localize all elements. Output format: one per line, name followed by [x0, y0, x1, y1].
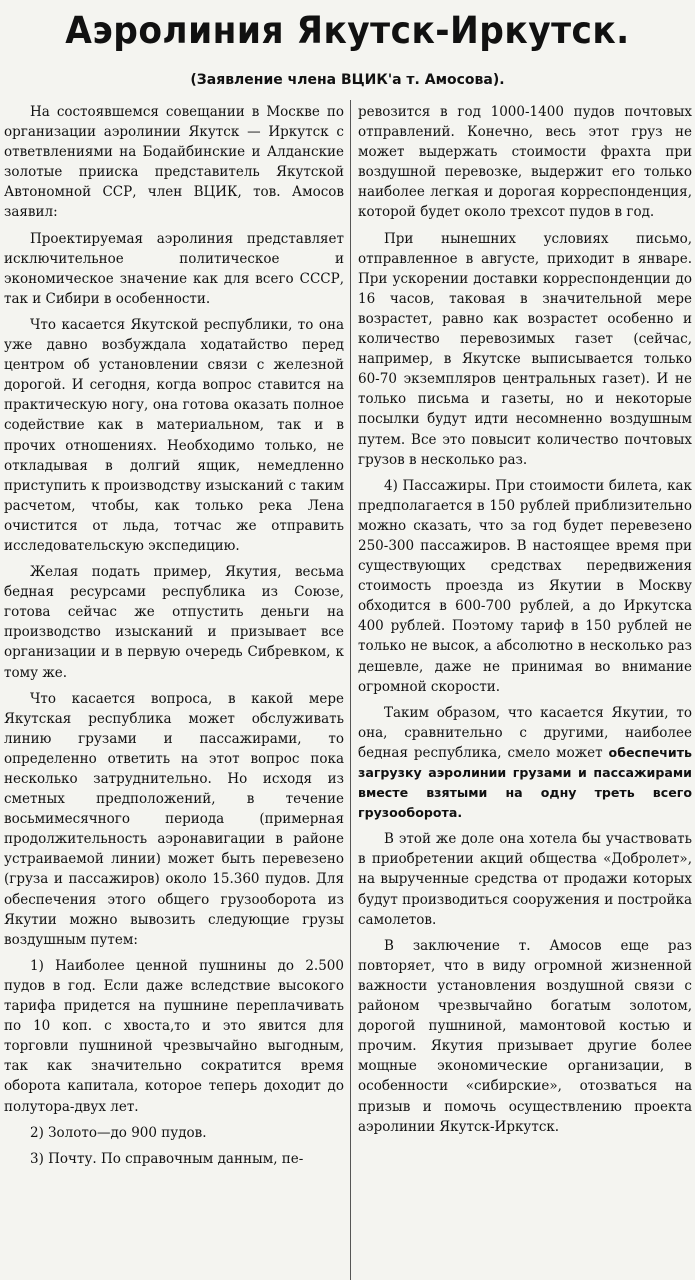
paragraph: 1) Наиболее ценной пушнины до 2.500 пудов в год. Если даже вследствие высокого тарифа придется на пушнине переплачивать по 10 коп. с хвоста,то и это явится для торговли пушниной чрезвычайно выгодным, так как значительно сократится время оборота капитала, которое теперь доходит до полутора-двух лет.: [4, 957, 344, 1115]
paragraph: Что касается вопроса, в какой мере Якутская республика может обслуживать линию грузами и пассажирами, то определенно ответить на этот вопрос пока несколько затруднительно. Но исходя из сметных предположений, в течение восьмимесячного периода (примерная продолжительность аэронавигации в районе устраиваемой линии) может быть перевезено (груза и пассажиров) около 15.360 пудов. Для обеспечения этого общего грузооборота из Якутии можно вывозить следующие грузы воздушным путем:: [4, 690, 344, 948]
paragraph: В заключение т. Амосов еще раз повторяет, что в виду огромной жизненной важности установления воздушной связи с районом чрезвычайно богатым золотом, дорогой пушниной, мамонтовой костью и прочим. Якутия призывает другие более мощные экономические организации, в особенности «сибирские», отозваться на призыв и помочь осуществлению проекта аэролинии Якутск-Иркутск.: [358, 937, 692, 1135]
paragraph: Что касается Якутской республики, то она уже давно возбуждала ходатайство перед центром об установлении связи с железной дорогой. И сегодня, когда вопрос ставится на практическую ногу, она готова оказать полное содействие как в материальном, так и в прочих отношениях. Необходимо только, не откладывая в долгий ящик, немедленно приступить к производству изысканий с таким расчетом, чтобы, как только река Лена очистится от льда, тотчас же отправить исследовательскую экспедицию.: [4, 316, 344, 554]
paragraph: 2) Золото—до 900 пудов.: [30, 1124, 207, 1141]
paragraph-text: Таким образом, что касается Якутии, то она, сравнительно с другими, наиболее бедная республика, смело может: [358, 704, 692, 761]
paragraph: Желая подать пример, Якутия, весьма бедная ресурсами республика из Союзе, готова сейчас же отпустить деньги на производство изысканий и призывает все организации и в первую очередь Сибревком, к тому же.: [4, 564, 344, 681]
right-column: [358, 102, 692, 1280]
column-divider: [350, 100, 351, 1280]
bold-statement: обеспечить загрузку аэролинии грузами и пассажирами вместе взятыми на одну треть всего грузооборота.: [358, 744, 692, 821]
paragraph: ревозится в год 1000-1400 пудов почтовых отправлений. Конечно, весь этот груз не может выдержать стоимости фрахта при воздушной перевозке, выдержит его только наиболее легкая и дорогая корреспонденция, которой будет около трехсот пудов в год.: [358, 104, 692, 221]
paragraph: В этой же доле она хотела бы участвовать в приобретении акций общества «Добролет», на вырученные средства от продажи которых будут производиться сооружения и постройка самолетов.: [358, 831, 692, 928]
left-column: [4, 102, 344, 1280]
subtitle: (Заявление члена ВЦИК'а т. Амосова).: [190, 72, 505, 88]
paragraph: 4) Пассажиры. При стоимости билета, как предполагается в 150 рублей приблизительно можно сказать, что за год будет перевезено 250-300 пассажиров. В настоящее время при существующих средствах передвижения стоимость проезда из Якутии в Москву обходится в 600-700 рублей, а до Иркутска 400 рублей. Поэтому тариф в 150 рублей не только не высок, а абсолютно в несколько раз дешевле, даже не принимая во внимание огромной скорости.: [358, 477, 692, 695]
paragraph: Проектируемая аэролиния представляет исключительное политическое и экономическое значение как для всего СССР, так и Сибири в особенности.: [4, 230, 344, 307]
headline: Аэролиния Якутск-Иркутск.: [65, 9, 630, 52]
paragraph: На состоявшемся совещании в Москве по организации аэролинии Якутск — Иркутск с ответвлениями на Бодайбинские и Алданские золотые прииска представитель Якутской Автономной ССР, член ВЦИК, тов. Амосов заявил:: [4, 104, 344, 221]
paragraph: [358, 703, 692, 824]
paragraph: При нынешних условиях письмо, отправленное в августе, приходит в январе. При ускорении доставки корреспонденции до 16 часов, таковая в значительной мере возрастет, равно как возрастет особенно и количество перевозимых газет (сейчас, например, в Якутске выписывается только 60-70 экземпляров центральных газет). И не только письма и газеты, но и некоторые посылки будут идти несомненно воздушным путем. Все это повысит количество почтовых грузов в несколько раз.: [358, 230, 692, 468]
paragraph: 3) Почту. По справочным данным, пе-: [30, 1150, 304, 1167]
